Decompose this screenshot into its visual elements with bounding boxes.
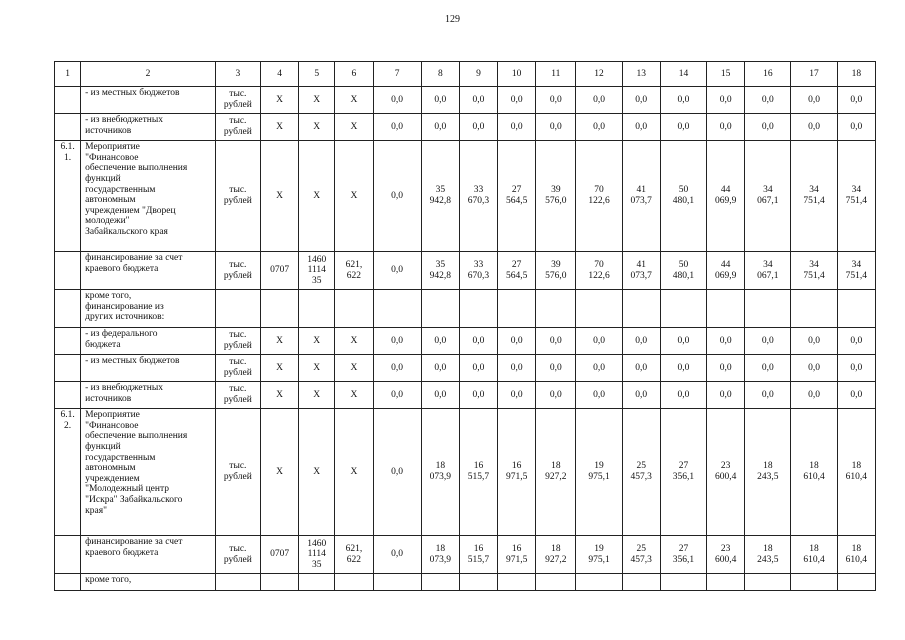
- budget-table: [54, 61, 876, 591]
- table-cell: 0,0: [745, 87, 791, 114]
- table-cell: X: [335, 141, 373, 252]
- table-cell: 0,0: [373, 382, 421, 409]
- table-cell: 0,0: [373, 114, 421, 141]
- header-cell: 10: [498, 62, 536, 87]
- table-cell: 0707: [260, 536, 298, 574]
- table-cell: 621, 622: [335, 536, 373, 574]
- table-cell: 0,0: [745, 114, 791, 141]
- table-cell: [536, 574, 576, 591]
- table-cell: X: [335, 87, 373, 114]
- row-name-cell: Мероприятие "Финансовое обеспечение выполнения функций государственным автономным учреждением "Молодежный центр "Искра" Забайкальского края": [81, 409, 216, 536]
- table-cell: 0,0: [498, 328, 536, 355]
- table-cell: 41 073,7: [622, 252, 660, 290]
- table-cell: 0,0: [421, 87, 459, 114]
- table-cell: [299, 290, 335, 328]
- table-cell: 0,0: [373, 328, 421, 355]
- table-row: [55, 290, 876, 328]
- table-cell: 23 600,4: [707, 536, 745, 574]
- table-cell: [660, 290, 706, 328]
- table-cell: тыс. рублей: [215, 114, 260, 141]
- table-cell: X: [260, 87, 298, 114]
- table-cell: [707, 290, 745, 328]
- table-cell: 6.1. 1.: [55, 141, 81, 252]
- row-name-cell: кроме того,: [81, 574, 216, 591]
- table-row: [55, 574, 876, 591]
- table-body: [55, 62, 876, 591]
- table-cell: 41 073,7: [622, 141, 660, 252]
- table-cell: [459, 574, 497, 591]
- table-cell: 0,0: [536, 355, 576, 382]
- table-cell: 18 073,9: [421, 409, 459, 536]
- table-cell: 0,0: [707, 87, 745, 114]
- table-cell: 18 243,5: [745, 536, 791, 574]
- table-cell: 16 515,7: [459, 536, 497, 574]
- row-name-cell: - из федерального бюджета: [81, 328, 216, 355]
- table-cell: [622, 574, 660, 591]
- header-cell: 16: [745, 62, 791, 87]
- table-cell: 0,0: [707, 328, 745, 355]
- table-cell: [260, 574, 298, 591]
- table-cell: 39 576,0: [536, 141, 576, 252]
- table-cell: 0,0: [791, 382, 837, 409]
- header-cell: 1: [55, 62, 81, 87]
- table-cell: 0,0: [622, 328, 660, 355]
- table-cell: 18 610,4: [791, 409, 837, 536]
- row-name-cell: финансирование за счет краевого бюджета: [81, 252, 216, 290]
- table-cell: 0,0: [536, 382, 576, 409]
- table-row: [55, 141, 876, 252]
- table-cell: 27 564,5: [498, 141, 536, 252]
- header-cell: 9: [459, 62, 497, 87]
- table-cell: 16 971,5: [498, 536, 536, 574]
- row-name-cell: - из местных бюджетов: [81, 87, 216, 114]
- table-cell: 0,0: [576, 114, 622, 141]
- table-cell: [421, 574, 459, 591]
- table-cell: 33 670,3: [459, 252, 497, 290]
- table-cell: 1460 1114 35: [299, 536, 335, 574]
- table-cell: 0,0: [745, 382, 791, 409]
- table-cell: 0,0: [745, 355, 791, 382]
- table-cell: [837, 290, 875, 328]
- row-name-cell: - из внебюджетных источников: [81, 114, 216, 141]
- table-cell: 0,0: [498, 382, 536, 409]
- table-cell: тыс. рублей: [215, 409, 260, 536]
- table-cell: 0,0: [745, 328, 791, 355]
- table-cell: [55, 290, 81, 328]
- table-cell: [498, 290, 536, 328]
- table-cell: 0,0: [660, 114, 706, 141]
- table-cell: X: [299, 382, 335, 409]
- table-cell: 16 971,5: [498, 409, 536, 536]
- table-cell: 0,0: [536, 114, 576, 141]
- table-cell: 34 067,1: [745, 141, 791, 252]
- table-cell: 0,0: [707, 382, 745, 409]
- row-name-cell: финансирование за счет краевого бюджета: [81, 536, 216, 574]
- table-cell: 0,0: [498, 355, 536, 382]
- table-cell: 0,0: [498, 87, 536, 114]
- header-cell: 15: [707, 62, 745, 87]
- table-cell: 0,0: [373, 409, 421, 536]
- table-cell: 18 927,2: [536, 536, 576, 574]
- table-cell: тыс. рублей: [215, 328, 260, 355]
- header-cell: 6: [335, 62, 373, 87]
- row-name-cell: Мероприятие "Финансовое обеспечение выполнения функций государственным автономным учреждением "Дворец молодежи" Забайкальского края: [81, 141, 216, 252]
- table-cell: [335, 574, 373, 591]
- table-cell: 0,0: [837, 382, 875, 409]
- table-cell: тыс. рублей: [215, 252, 260, 290]
- table-cell: 33 670,3: [459, 141, 497, 252]
- table-cell: тыс. рублей: [215, 536, 260, 574]
- table-cell: 0,0: [791, 87, 837, 114]
- table-cell: 34 067,1: [745, 252, 791, 290]
- table-cell: X: [299, 328, 335, 355]
- table-row: [55, 328, 876, 355]
- header-row: [55, 62, 876, 87]
- table-cell: 35 942,8: [421, 141, 459, 252]
- table-cell: X: [335, 114, 373, 141]
- row-name-cell: - из внебюджетных источников: [81, 382, 216, 409]
- table-cell: 19 975,1: [576, 536, 622, 574]
- table-cell: 0,0: [837, 328, 875, 355]
- table-cell: 34 751,4: [791, 141, 837, 252]
- header-cell: 11: [536, 62, 576, 87]
- table-cell: [576, 290, 622, 328]
- table-cell: 0,0: [459, 355, 497, 382]
- header-cell: 12: [576, 62, 622, 87]
- table-cell: X: [335, 409, 373, 536]
- table-cell: [459, 290, 497, 328]
- table-cell: 0,0: [576, 87, 622, 114]
- table-cell: 0,0: [498, 114, 536, 141]
- header-cell: 4: [260, 62, 298, 87]
- table-cell: [55, 87, 81, 114]
- table-cell: [498, 574, 536, 591]
- table-cell: [576, 574, 622, 591]
- table-cell: 27 356,1: [660, 409, 706, 536]
- row-name-cell: кроме того, финансирование из других источников:: [81, 290, 216, 328]
- table-cell: 35 942,8: [421, 252, 459, 290]
- table-row: [55, 355, 876, 382]
- table-cell: X: [260, 409, 298, 536]
- header-cell: 2: [81, 62, 216, 87]
- table-cell: X: [260, 328, 298, 355]
- table-cell: 0,0: [373, 87, 421, 114]
- table-cell: 0,0: [622, 87, 660, 114]
- table-cell: 34 751,4: [791, 252, 837, 290]
- row-name-cell: - из местных бюджетов: [81, 355, 216, 382]
- table-cell: 0,0: [707, 114, 745, 141]
- table-cell: тыс. рублей: [215, 141, 260, 252]
- table-cell: 39 576,0: [536, 252, 576, 290]
- table-cell: тыс. рублей: [215, 87, 260, 114]
- table-cell: 0,0: [373, 536, 421, 574]
- table-cell: X: [299, 141, 335, 252]
- table-cell: 0,0: [660, 355, 706, 382]
- table-cell: [745, 290, 791, 328]
- table-cell: X: [260, 382, 298, 409]
- table-cell: [622, 290, 660, 328]
- table-cell: 0,0: [373, 252, 421, 290]
- table-cell: X: [335, 328, 373, 355]
- table-row: [55, 382, 876, 409]
- table-cell: [707, 574, 745, 591]
- table-row: [55, 114, 876, 141]
- page-number: 129: [445, 14, 460, 25]
- table-cell: 50 480,1: [660, 252, 706, 290]
- table-cell: [55, 355, 81, 382]
- table-cell: 0,0: [791, 355, 837, 382]
- table-cell: [55, 574, 81, 591]
- table-cell: 23 600,4: [707, 409, 745, 536]
- header-cell: 14: [660, 62, 706, 87]
- table-cell: 18 073,9: [421, 536, 459, 574]
- table-cell: 0,0: [707, 355, 745, 382]
- table-cell: [215, 290, 260, 328]
- table-cell: 0707: [260, 252, 298, 290]
- table-cell: 0,0: [622, 114, 660, 141]
- table-cell: [837, 574, 875, 591]
- header-cell: 18: [837, 62, 875, 87]
- table-cell: [745, 574, 791, 591]
- table-cell: 25 457,3: [622, 536, 660, 574]
- table-cell: 0,0: [373, 141, 421, 252]
- table-row: [55, 536, 876, 574]
- table-cell: X: [260, 355, 298, 382]
- table-cell: 70 122,6: [576, 252, 622, 290]
- table-cell: 0,0: [421, 114, 459, 141]
- table-cell: [215, 574, 260, 591]
- table-cell: [55, 252, 81, 290]
- table-cell: 0,0: [459, 87, 497, 114]
- table-cell: X: [299, 355, 335, 382]
- table-cell: 0,0: [459, 328, 497, 355]
- table-cell: 44 069,9: [707, 252, 745, 290]
- table-cell: [791, 574, 837, 591]
- table-cell: 27 356,1: [660, 536, 706, 574]
- table-cell: 27 564,5: [498, 252, 536, 290]
- table-cell: 0,0: [536, 328, 576, 355]
- table-cell: 0,0: [837, 355, 875, 382]
- table-cell: 0,0: [622, 355, 660, 382]
- table-row: [55, 87, 876, 114]
- table-cell: 0,0: [459, 382, 497, 409]
- header-cell: 8: [421, 62, 459, 87]
- table-cell: [373, 574, 421, 591]
- table-cell: [55, 382, 81, 409]
- table-cell: 0,0: [622, 382, 660, 409]
- header-cell: 13: [622, 62, 660, 87]
- header-cell: 7: [373, 62, 421, 87]
- table-cell: 0,0: [459, 114, 497, 141]
- table-cell: [373, 290, 421, 328]
- table-cell: 0,0: [576, 382, 622, 409]
- table-cell: X: [260, 114, 298, 141]
- table-cell: X: [299, 87, 335, 114]
- table-cell: 18 927,2: [536, 409, 576, 536]
- table-cell: 0,0: [660, 328, 706, 355]
- table-cell: 18 243,5: [745, 409, 791, 536]
- table-cell: 18 610,4: [791, 536, 837, 574]
- table-cell: тыс. рублей: [215, 382, 260, 409]
- table-cell: 70 122,6: [576, 141, 622, 252]
- table-cell: X: [299, 409, 335, 536]
- table-cell: X: [260, 141, 298, 252]
- table-cell: 0,0: [660, 382, 706, 409]
- table-cell: 0,0: [421, 355, 459, 382]
- header-cell: 3: [215, 62, 260, 87]
- table-cell: 0,0: [576, 355, 622, 382]
- table-cell: [335, 290, 373, 328]
- table-cell: 6.1. 2.: [55, 409, 81, 536]
- table-cell: 1460 1114 35: [299, 252, 335, 290]
- table-cell: 0,0: [791, 114, 837, 141]
- table-cell: 0,0: [536, 87, 576, 114]
- table-row: [55, 252, 876, 290]
- table-cell: [536, 290, 576, 328]
- table-row: [55, 409, 876, 536]
- table-cell: 16 515,7: [459, 409, 497, 536]
- table-cell: 18 610,4: [837, 536, 875, 574]
- table-cell: [55, 114, 81, 141]
- table-cell: 0,0: [837, 87, 875, 114]
- table-cell: 0,0: [576, 328, 622, 355]
- table-cell: [260, 290, 298, 328]
- table-cell: X: [335, 382, 373, 409]
- table-cell: [55, 536, 81, 574]
- table-cell: [55, 328, 81, 355]
- table-cell: 34 751,4: [837, 252, 875, 290]
- table-cell: 0,0: [421, 328, 459, 355]
- table-cell: 0,0: [421, 382, 459, 409]
- table-cell: 18 610,4: [837, 409, 875, 536]
- table-cell: X: [299, 114, 335, 141]
- table-cell: 50 480,1: [660, 141, 706, 252]
- table-cell: 25 457,3: [622, 409, 660, 536]
- table-cell: [660, 574, 706, 591]
- table-cell: X: [335, 355, 373, 382]
- table-cell: тыс. рублей: [215, 355, 260, 382]
- table-cell: 0,0: [837, 114, 875, 141]
- table-cell: [421, 290, 459, 328]
- table-cell: 34 751,4: [837, 141, 875, 252]
- table-cell: [299, 574, 335, 591]
- table-cell: 621, 622: [335, 252, 373, 290]
- table-cell: 19 975,1: [576, 409, 622, 536]
- table-cell: 0,0: [373, 355, 421, 382]
- table-cell: 44 069,9: [707, 141, 745, 252]
- header-cell: 5: [299, 62, 335, 87]
- table-cell: 0,0: [791, 328, 837, 355]
- header-cell: 17: [791, 62, 837, 87]
- table-cell: [791, 290, 837, 328]
- table-cell: 0,0: [660, 87, 706, 114]
